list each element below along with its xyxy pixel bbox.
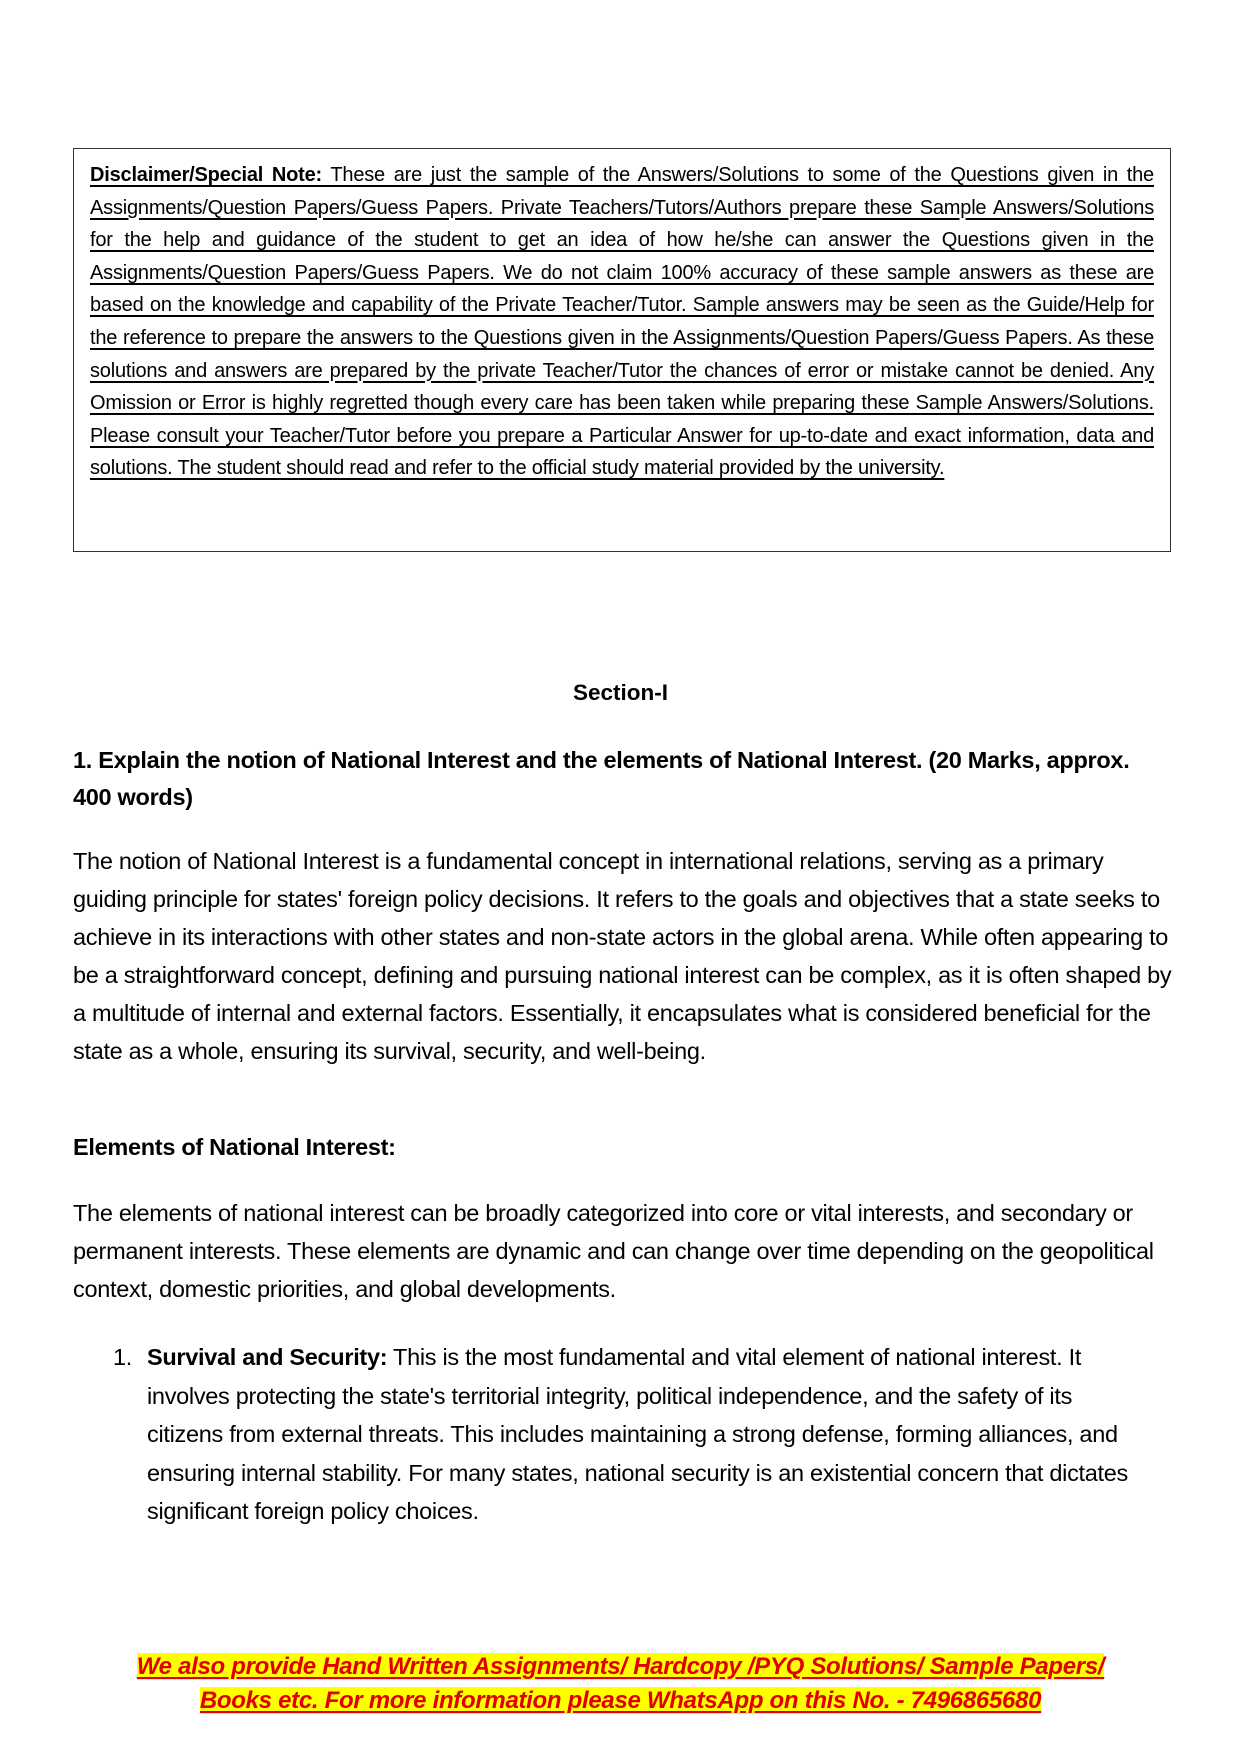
list-item [73,1338,1133,1531]
question-heading: 1. Explain the notion of National Interest and the elements of National Interest. (20 Marks, approx. 400 words) [73,747,1130,810]
disclaimer-body: These are just the sample of the Answers/Solutions to some of the Questions given in the Assignments/Question Papers/Guess Papers. Private Teachers/Tutors/Authors prepare these Sample Answers/Solutions for the help and guidance of the student to get an idea of how he/she can answer the Questions given in the Assignments/Question Papers/Guess Papers. We do not claim 100% accuracy of these sample answers as these are based on the knowledge and capability of the Private Teacher/Tutor. Sample answers may be seen as the Guide/Help for the reference to prepare the answers to the Questions given in the Assignments/Question Papers/Guess Papers. As these solutions and answers are prepared by the private Teacher/Tutor the chances of error or mistake cannot be denied. Any Omission or Error is highly regretted though every care has been taken while preparing these Sample Answers/Solutions. Please consult your Teacher/Tutor before you prepare a Particular Answer for up-to-date and exact information, data and solutions. The student should read and refer to the official study material provided by the university. [90,164,1154,480]
elements-paragraph: The elements of national interest can be broadly categorized into core or vital interests, and secondary or permanent interests. These elements are dynamic and can change over time depending on the geopolitical context, domestic priorities, and global developments. [73,1200,1154,1302]
intro-paragraph: The notion of National Interest is a fundamental concept in international relations, serving as a primary guiding principle for states' foreign policy decisions. It refers to the goals and objectives that a state seeks to achieve in its interactions with other states and non-state actors in the global arena. While often appearing to be a straightforward concept, defining and pursuing national interest can be complex, as it is often shaped by a multitude of internal and external factors. Essentially, it encapsulates what is considered beneficial for the state as a whole, ensuring its survival, security, and well-being. [73,848,1172,1064]
section-title: Section-I [572,680,668,705]
disclaimer-label: Disclaimer/Special Note: [90,164,323,186]
promo-footer [0,1650,1241,1718]
disclaimer-text [90,159,1154,485]
list-item-number: 1. [113,1344,132,1370]
list-item-title: Survival and Security: [147,1344,388,1370]
promo-line-2: Books etc. For more information please WhatsApp on this No. - 7496865680 [199,1687,1042,1714]
elements-heading: Elements of National Interest: [73,1134,396,1160]
elements-list [73,1338,1133,1531]
promo-line-1: We also provide Hand Written Assignments/ Hardcopy /PYQ Solutions/ Sample Papers/ [136,1653,1105,1680]
disclaimer-box [73,148,1171,552]
list-item-text: This is the most fundamental and vital element of national interest. It involves protecting the state's territorial integrity, political independence, and the safety of its citizens from external threats. This includes maintaining a strong defense, forming alliances, and ensuring internal stability. For many states, national security is an existential concern that dictates significant foreign policy choices. [147,1344,1128,1524]
